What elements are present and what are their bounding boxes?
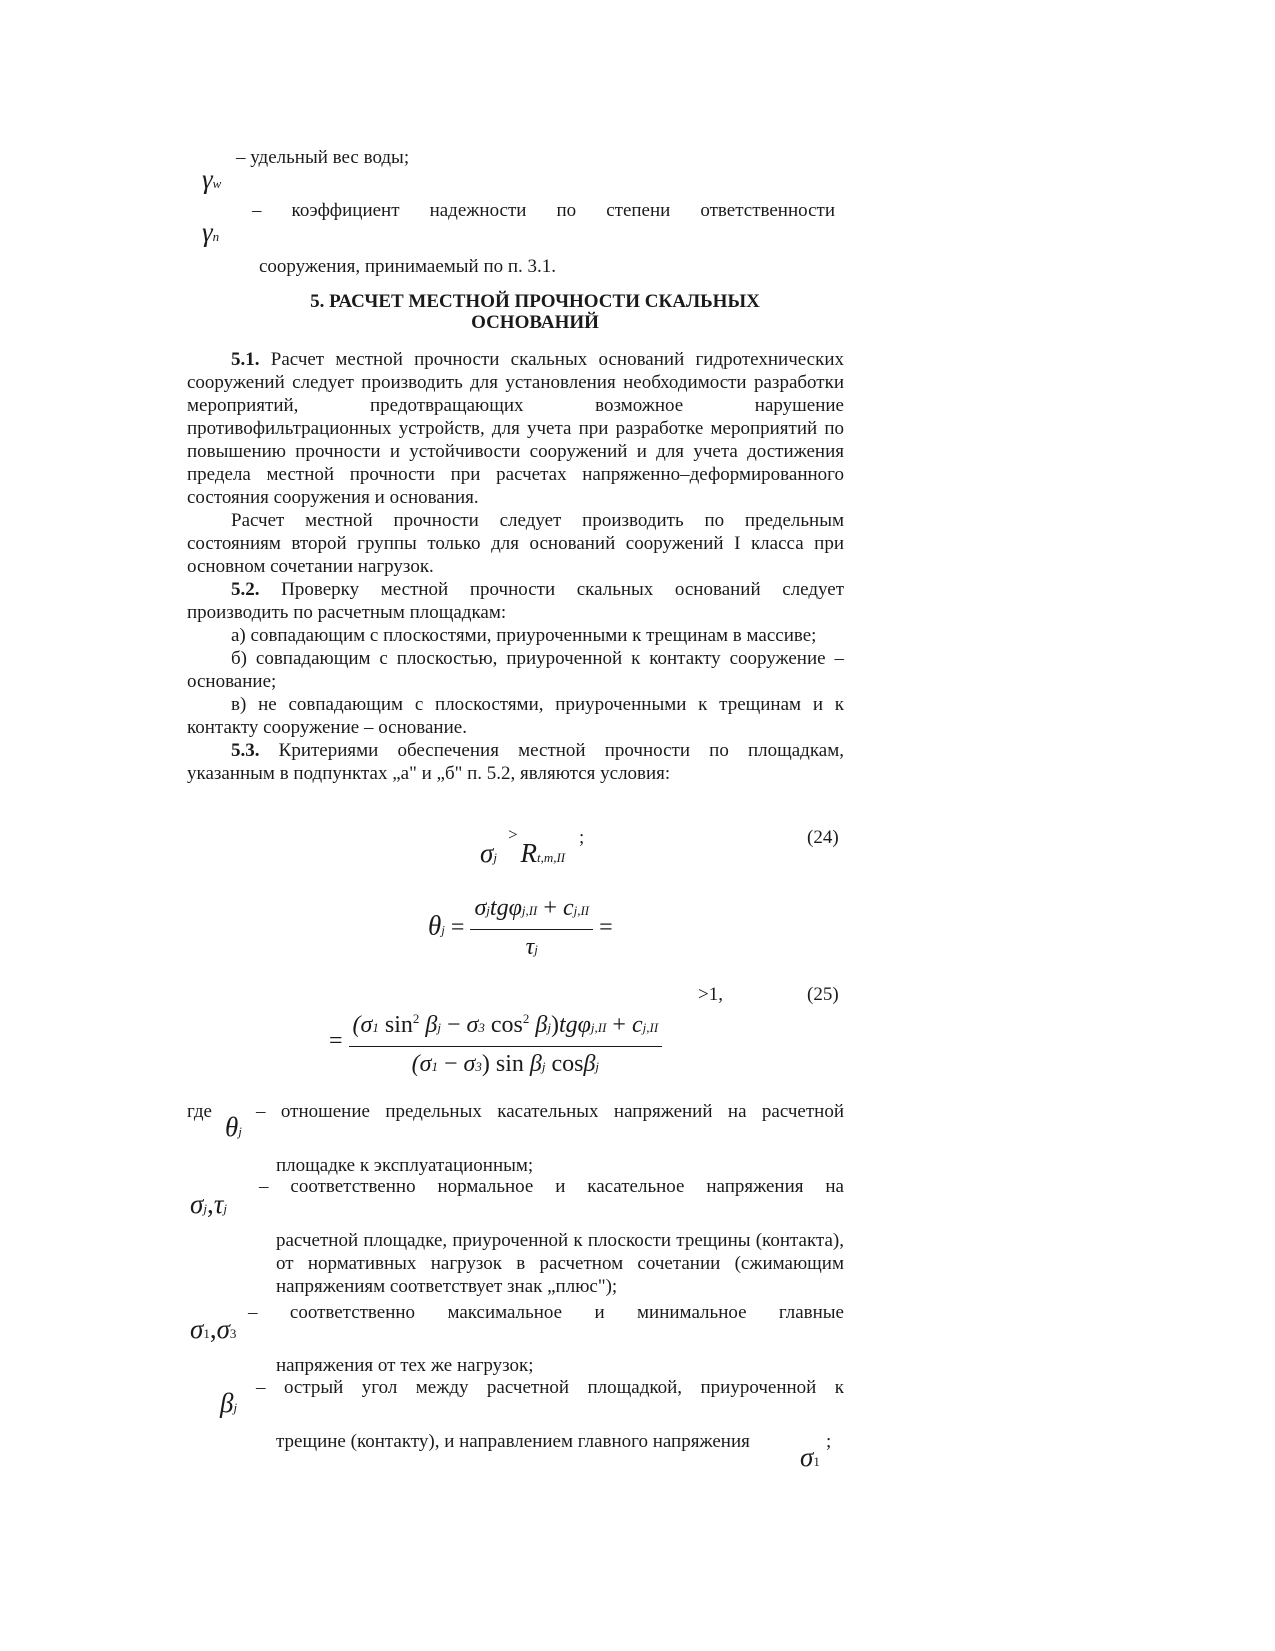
theta-symbol: θ [225, 1112, 239, 1142]
tg-text: tg [489, 895, 509, 921]
r-sub: t,m,II [536, 850, 566, 865]
sin-text: ) sin [481, 1051, 524, 1077]
sigma13-def-line1 [248, 1301, 844, 1324]
sigma-symbol: σ [463, 1051, 476, 1077]
c-symbol: c [631, 1012, 643, 1038]
sigma-sub: 1 [813, 1454, 820, 1469]
fraction-2-numerator: (σ1 $\sin^2 \beta j - \sigma 3$ $\cos^2 \beta j)tg\varphi j,II + cj,II$ [349, 1003, 663, 1047]
cos-text: cos [490, 1012, 523, 1038]
equals-sign: = [450, 914, 465, 941]
fraction-1-denominator [470, 930, 593, 965]
gamma-n-text-line2 [259, 255, 556, 278]
beta-def-symbol [220, 1388, 238, 1419]
sigma-symbol: σ [474, 895, 487, 921]
gamma-n-text1: – коэффициент надежности по степени ответственности [252, 200, 835, 221]
sigma-symbol: σ [190, 1314, 204, 1344]
r-symbol: R [520, 838, 537, 868]
beta-def-line2: трещине (контакту), и направлением главного напряжения [276, 1431, 750, 1452]
sigma-sub: j [203, 1201, 207, 1216]
beta-sub: j [541, 1059, 546, 1074]
theta-def-line2: площадке к эксплуатационным; [276, 1155, 534, 1176]
comma: , [209, 1314, 217, 1344]
comma: , [206, 1189, 214, 1219]
c-symbol: c [562, 895, 574, 921]
section-title-line2: ОСНОВАНИЙ [471, 312, 599, 333]
fraction-1 [470, 893, 593, 965]
sigma-sub: 1 [431, 1059, 438, 1074]
sigma-sub: j [493, 850, 497, 865]
paragraph-number: 5.3. [231, 740, 260, 761]
square-sup: 2 [412, 1011, 420, 1026]
tau-sub: j [223, 1201, 227, 1216]
paragraph-5-2 [187, 578, 844, 624]
paragraph-number: 5.2. [231, 579, 260, 600]
theta-symbol: θ [428, 910, 442, 941]
gamma-n-text-line1 [252, 199, 835, 222]
beta-def-semicolon: ; [826, 1431, 832, 1452]
plus-sign: + [612, 1012, 626, 1038]
section-title [188, 291, 882, 333]
sin-text: sin [384, 1012, 413, 1038]
list-item-c: в) не совпадающим с плоскостями, приуроченными к трещинам и к контакту сооружение – основание. [187, 694, 844, 738]
theta-sub: j [238, 1124, 242, 1139]
eq24-formula [480, 838, 566, 869]
sigma-symbol: σ [466, 1012, 479, 1038]
eq25-number: (25) [807, 984, 839, 1005]
beta-symbol: β [425, 1012, 438, 1038]
sigma13-def-symbol [190, 1314, 237, 1345]
equals-sign: = [599, 914, 613, 941]
gamma-w-sub: w [212, 176, 222, 191]
eq24-semicolon: ; [579, 827, 585, 848]
eq25-theta-fraction [428, 893, 613, 965]
eq25-big-fraction [329, 1003, 662, 1082]
theta-sub: j [441, 922, 445, 938]
sigma-sub: 1 [203, 1326, 210, 1341]
c-sub: j,II [642, 1020, 659, 1035]
tg-text: tg [558, 1012, 578, 1038]
cos-text: cos [551, 1051, 584, 1077]
sigma-symbol: σ [480, 838, 494, 868]
sigma-sub: 3 [229, 1326, 237, 1341]
eq24-gt: > [508, 825, 518, 844]
sigma-symbol: σ [800, 1442, 814, 1472]
beta-def-text1: – острый угол между расчетной площадкой, приуроченной к [256, 1377, 844, 1398]
sigma-sub: 3 [478, 1020, 485, 1035]
tau-symbol: τ [525, 934, 535, 960]
gamma-n-sub: n [212, 229, 220, 244]
plus-sign: + [543, 895, 557, 921]
beta-sub: j [595, 1059, 600, 1074]
theta-def-symbol [225, 1112, 242, 1143]
eq24-number: (24) [807, 827, 839, 848]
sigma-tau-def-symbol [190, 1189, 227, 1220]
sigma-symbol: σ [216, 1314, 230, 1344]
sigma-tau-def-line2: расчетной площадке, приуроченной к плоскости трещины (контакта), от нормативных нагрузок в расчетном сочетании (сжимающим напряжениям соответствует знак „плюс"); [276, 1230, 844, 1297]
sigma13-def-text1: – соответственно максимальное и минимальное главные [248, 1302, 844, 1323]
beta-sub: j [437, 1020, 441, 1035]
sigma-tau-def-text1: – соответственно нормальное и касательное напряжения на [259, 1176, 844, 1197]
paragraph-5-1 [187, 348, 844, 509]
list-item-a: а) совпадающим с плоскостями, приуроченными к трещинам в массиве; [231, 625, 817, 646]
paragraph-5-1b: Расчет местной прочности следует производить по предельным состояниям второй группы только для оснований сооружений I класса при основном сочетании нагрузок. [187, 510, 844, 577]
list-item-b: б) совпадающим с плоскостью, приуроченной к контакту сооружение – основание; [187, 648, 844, 692]
where-label: где [187, 1101, 212, 1122]
phi-symbol: φ [577, 1012, 591, 1038]
gamma-n-symbol [202, 217, 220, 248]
sigma-tau-def-line1 [259, 1175, 844, 1198]
beta-def-line1 [256, 1376, 844, 1399]
tau-sub: j [534, 942, 538, 957]
beta-sub: j [233, 1400, 238, 1415]
sigma-sub: j [486, 903, 490, 918]
sigma-symbol: (σ [411, 1051, 432, 1077]
paragraph-number: 5.1. [231, 349, 260, 370]
gamma-w-definition [236, 146, 409, 169]
sigma-sub: 3 [475, 1059, 482, 1074]
sigma-symbol: σ [190, 1189, 204, 1219]
fraction-1-numerator [470, 893, 593, 930]
phi-symbol: φ [508, 895, 522, 921]
equals-sign: = [329, 1028, 343, 1055]
paragraph-text: Расчет местной прочности скальных оснований гидротехнических сооружений следует производить для установления необходимости разработки мероприятий, предотвращающих возможное нарушение противофильтрационных устройств, для учета при разработке мероприятий по повышению прочности и устойчивости сооружений и для учета достижения предела местной прочности при расчетах напряженно–деформированного состояния сооружения и основания. [187, 349, 844, 508]
beta-symbol: β [583, 1051, 596, 1077]
sigma13-def-line2: напряжения от тех же нагрузок; [276, 1355, 534, 1376]
sigma-symbol: (σ [352, 1012, 373, 1038]
sigma1-symbol [800, 1442, 820, 1473]
beta-sub: j [547, 1020, 551, 1035]
fraction-2-denominator [349, 1047, 663, 1082]
paragraph-text: Проверку местной прочности скальных оснований следует производить по расчетным площадкам: [187, 579, 845, 623]
gamma-symbol-n: γ [202, 217, 213, 247]
c-sub: j,II [573, 903, 590, 918]
gamma-w-symbol [202, 164, 222, 195]
beta-symbol: β [529, 1051, 542, 1077]
paragraph-5-3 [187, 739, 844, 785]
fraction-2 [349, 1003, 663, 1082]
tau-symbol: τ [213, 1189, 224, 1219]
body-text [187, 348, 844, 785]
phi-sub: j,II [590, 1020, 607, 1035]
minus-sign: − [443, 1051, 458, 1077]
theta-def-line1 [256, 1100, 844, 1123]
beta-symbol: β [535, 1012, 548, 1038]
sigma-sub: 1 [372, 1020, 379, 1035]
minus-sign: − [446, 1012, 461, 1038]
beta-symbol: β [220, 1388, 234, 1418]
square-sup: 2 [522, 1011, 530, 1026]
gamma-n-text2: сооружения, принимаемый по п. 3.1. [259, 256, 557, 277]
phi-sub: j,II [521, 903, 538, 918]
gamma-w-text: – удельный вес воды; [236, 147, 410, 168]
gamma-symbol: γ [202, 164, 213, 194]
paragraph-text: Критериями обеспечения местной прочности по площадкам, указанным в подпунктах „а" и „б" п. 5.2, являются условия: [187, 740, 844, 784]
theta-def-text1: – отношение предельных касательных напряжений на расчетной [256, 1101, 844, 1122]
eq25-gt1: >1, [698, 984, 723, 1005]
section-title-line1: 5. РАСЧЕТ МЕСТНОЙ ПРОЧНОСТИ СКАЛЬНЫХ [310, 291, 760, 312]
